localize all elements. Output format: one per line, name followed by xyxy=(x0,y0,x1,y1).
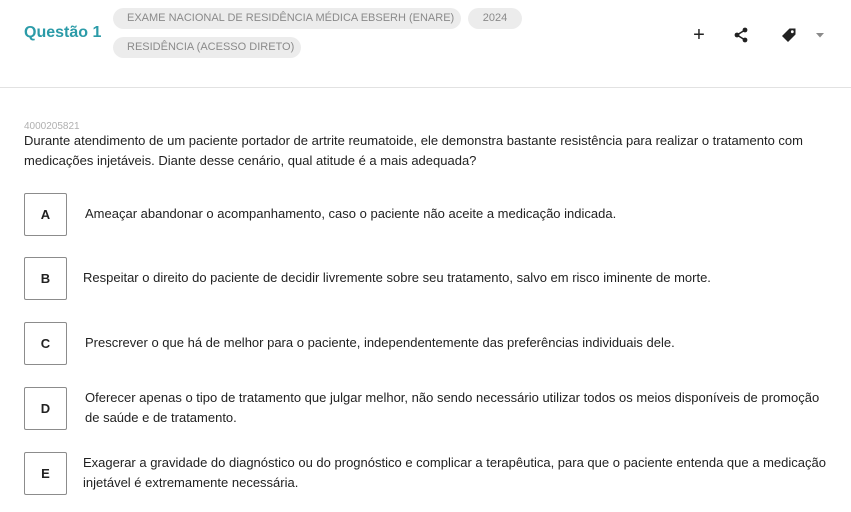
share-button[interactable] xyxy=(730,24,752,46)
option-text: Exagerar a gravidade do diagnóstico ou do prognóstico e complicar a terapêutica, para que o paciente entenda que a medicação injetável é extremamente necessária. xyxy=(83,455,826,490)
chevron-down-icon xyxy=(814,29,826,41)
option-e[interactable] xyxy=(24,452,834,495)
option-letter-box[interactable]: C xyxy=(24,322,67,365)
share-icon xyxy=(733,27,749,43)
option-a[interactable] xyxy=(24,193,834,236)
option-c[interactable] xyxy=(24,322,834,365)
question-header xyxy=(0,0,851,88)
option-text: Ameaçar abandonar o acompanhamento, caso o paciente não aceite a medicação indicada. xyxy=(85,206,617,221)
option-b[interactable] xyxy=(24,257,834,300)
type-tag[interactable]: RESIDÊNCIA (ACESSO DIRETO) xyxy=(113,37,301,58)
add-button[interactable] xyxy=(688,24,710,46)
option-letter-box[interactable]: E xyxy=(24,452,67,495)
option-letter-box[interactable]: B xyxy=(24,257,67,300)
tag-icon xyxy=(780,27,797,44)
option-letter-box[interactable]: A xyxy=(24,193,67,236)
year-tag[interactable]: 2024 xyxy=(468,8,522,29)
question-title: Questão 1 xyxy=(24,24,102,41)
exam-tag[interactable]: EXAME NACIONAL DE RESIDÊNCIA MÉDICA EBSERH (ENARE) xyxy=(113,8,461,29)
question-id: 4000205821 xyxy=(24,121,80,132)
option-letter-box[interactable]: D xyxy=(24,387,67,430)
option-text: Oferecer apenas o tipo de tratamento que julgar melhor, não sendo necessário utilizar todos os meios disponíveis de promoção de saúde e de tratamento. xyxy=(85,390,820,425)
plus-icon: + xyxy=(693,24,705,46)
more-dropdown[interactable] xyxy=(809,24,831,46)
option-text: Prescrever o que há de melhor para o paciente, independentemente das preferências individuais dele. xyxy=(85,335,675,350)
option-d[interactable] xyxy=(24,387,834,430)
tag-button[interactable] xyxy=(777,24,799,46)
question-statement: Durante atendimento de um paciente portador de artrite reumatoide, ele demonstra bastante resistência para realizar o tratamento com medicações injetáveis. Diante desse cenário, qual atitude é a mais adequada? xyxy=(24,133,803,168)
option-text: Respeitar o direito do paciente de decidir livremente sobre seu tratamento, salvo em risco iminente de morte. xyxy=(83,270,711,285)
